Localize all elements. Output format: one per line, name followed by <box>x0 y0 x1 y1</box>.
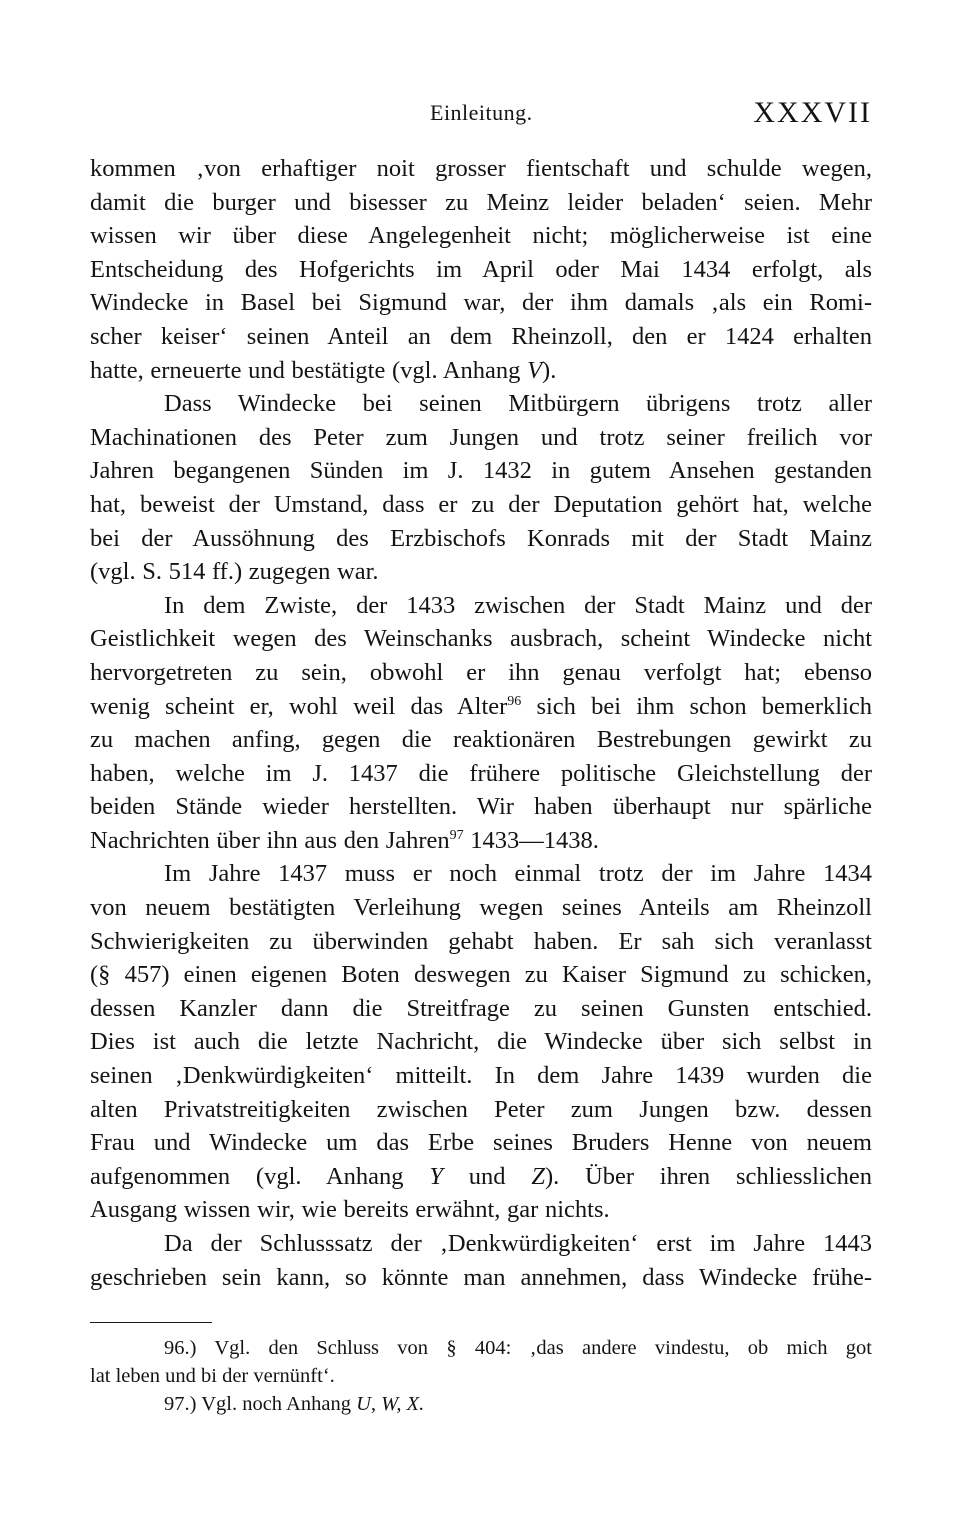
footnote-rule <box>90 1322 212 1323</box>
body-text <box>90 152 872 1294</box>
text-line: scher keiser‘ seinen Anteil an dem Rheinzoll, den er 1424 erhalten <box>90 322 872 350</box>
paragraph-1 <box>90 152 872 387</box>
text-line: zu machen anfing, gegen die reaktionären Bestrebungen gewirkt zu <box>90 726 872 754</box>
text-line: wissen wir über diese Angelegenheit nicht; möglicherweise ist eine <box>90 222 872 250</box>
text-segment: sich bei ihm schon bemerklich <box>536 692 872 720</box>
text-line: alten Privatstreitigkeiten zwischen Peter zum Jungen bzw. dessen <box>90 1095 872 1123</box>
text-segment: aufgenommen (vgl. Anhang <box>90 1162 404 1190</box>
footnotes <box>90 1334 872 1418</box>
footnote-italic: U, W, X. <box>356 1393 425 1415</box>
italic-letter-z: Z <box>531 1162 545 1190</box>
footnote-text: 97.) Vgl. noch Anhang <box>164 1393 351 1415</box>
footnote-ref-96[interactable]: 96 <box>507 693 522 709</box>
footnote-96 <box>90 1334 872 1390</box>
text-line: von neuem bestätigten Verleihung wegen seines Anteils am Rheinzoll <box>90 894 872 922</box>
text-line-with-footnote <box>90 690 872 724</box>
italic-letter-y: Y <box>429 1162 443 1190</box>
text-line: hatte, erneuerte und bestätigte (vgl. Anhang V). <box>90 356 557 384</box>
running-title: Einleitung. <box>430 100 533 125</box>
paragraph-4 <box>90 857 872 1227</box>
text-line: haben, welche im J. 1437 die frühere politische Gleichstellung der <box>90 759 872 787</box>
text-line: hat, beweist der Umstand, dass er zu der Deputation gehört hat, welche <box>90 490 872 518</box>
text-line: dessen Kanzler dann die Streitfrage zu seinen Gunsten entschied. <box>90 994 872 1022</box>
text-line-with-footnote <box>90 824 872 858</box>
footnote-ref-97[interactable]: 97 <box>449 827 464 843</box>
text-line: bei der Aussöhnung des Erzbischofs Konrads mit der Stadt Mainz <box>90 524 872 552</box>
text-line: hervorgetreten zu sein, obwohl er ihn genau verfolgt hat; ebenso <box>90 658 872 686</box>
text-line: geschrieben sein kann, so könnte man annehmen, dass Windecke frühe- <box>90 1263 872 1291</box>
text-line: Ausgang wissen wir, wie bereits erwähnt, gar nichts. <box>90 1196 610 1224</box>
text-line: beiden Stände wieder herstellten. Wir haben überhaupt nur spärliche <box>90 793 872 821</box>
text-line: Windecke in Basel bei Sigmund war, der ihm damals ‚als ein Romi- <box>90 289 872 317</box>
text-segment: 1433—1438. <box>470 826 599 854</box>
text-line: (vgl. S. 514 ff.) zugegen war. <box>90 558 379 586</box>
text-line: Entscheidung des Hofgerichts im April oder Mai 1434 erfolgt, als <box>90 255 872 283</box>
running-head <box>90 96 872 136</box>
footnote-line: 96.) Vgl. den Schluss von § 404: ‚das andere vindestu, ob mich got <box>164 1337 872 1359</box>
footnote-line <box>90 1390 872 1418</box>
text-segment: und <box>468 1162 506 1190</box>
text-segment: wenig scheint er, wohl weil das Alter <box>90 692 508 720</box>
text-line: kommen ‚von erhaftiger noit grosser fientschaft und schulde wegen, <box>90 155 872 182</box>
text-line: seinen ‚Denkwürdigkeiten‘ mitteilt. In dem Jahre 1439 wurden die <box>90 1062 872 1090</box>
text-line: Jahren begangenen Sünden im J. 1432 in gutem Ansehen gestanden <box>90 457 872 485</box>
paragraph-3 <box>90 589 872 858</box>
text-line: Dies ist auch die letzte Nachricht, die Windecke über sich selbst in <box>90 1028 872 1056</box>
footnote-line: lat leben und bi der vernünft‘. <box>90 1365 335 1387</box>
page-number: XXXVII <box>753 96 872 129</box>
italic-letter-v: V <box>527 356 543 384</box>
text-segment: ). Über ihren schliesslichen <box>544 1162 872 1190</box>
text-line: Schwierigkeiten zu überwinden gehabt haben. Er sah sich veranlasst <box>90 927 872 955</box>
text-line: Geistlichkeit wegen des Weinschanks ausbrach, scheint Windecke nicht <box>90 625 872 653</box>
text-line: Da der Schlusssatz der ‚Denkwürdigkeiten‘ erst im Jahre 1443 <box>164 1230 872 1257</box>
paragraph-2 <box>90 387 872 589</box>
text-segment: Nachrichten über ihn aus den Jahren <box>90 826 450 854</box>
text-line: In dem Zwiste, der 1433 zwischen der Stadt Mainz und der <box>164 591 872 619</box>
text-line: Machinationen des Peter zum Jungen und trotz seiner freilich vor <box>90 423 872 451</box>
text-line: Im Jahre 1437 muss er noch einmal trotz der im Jahre 1434 <box>164 860 872 888</box>
text-line: Frau und Windecke um das Erbe seines Bruders Henne von neuem <box>90 1129 872 1157</box>
text-line-with-italics <box>90 1160 872 1194</box>
text-line: (§ 457) einen eigenen Boten deswegen zu Kaiser Sigmund zu schicken, <box>90 961 872 989</box>
paragraph-5 <box>90 1227 872 1294</box>
text-line: damit die burger und bisesser zu Meinz leider beladen‘ seien. Mehr <box>90 188 872 216</box>
footnote-97 <box>90 1390 872 1418</box>
text-line: Dass Windecke bei seinen Mitbürgern übrigens trotz aller <box>164 390 872 418</box>
